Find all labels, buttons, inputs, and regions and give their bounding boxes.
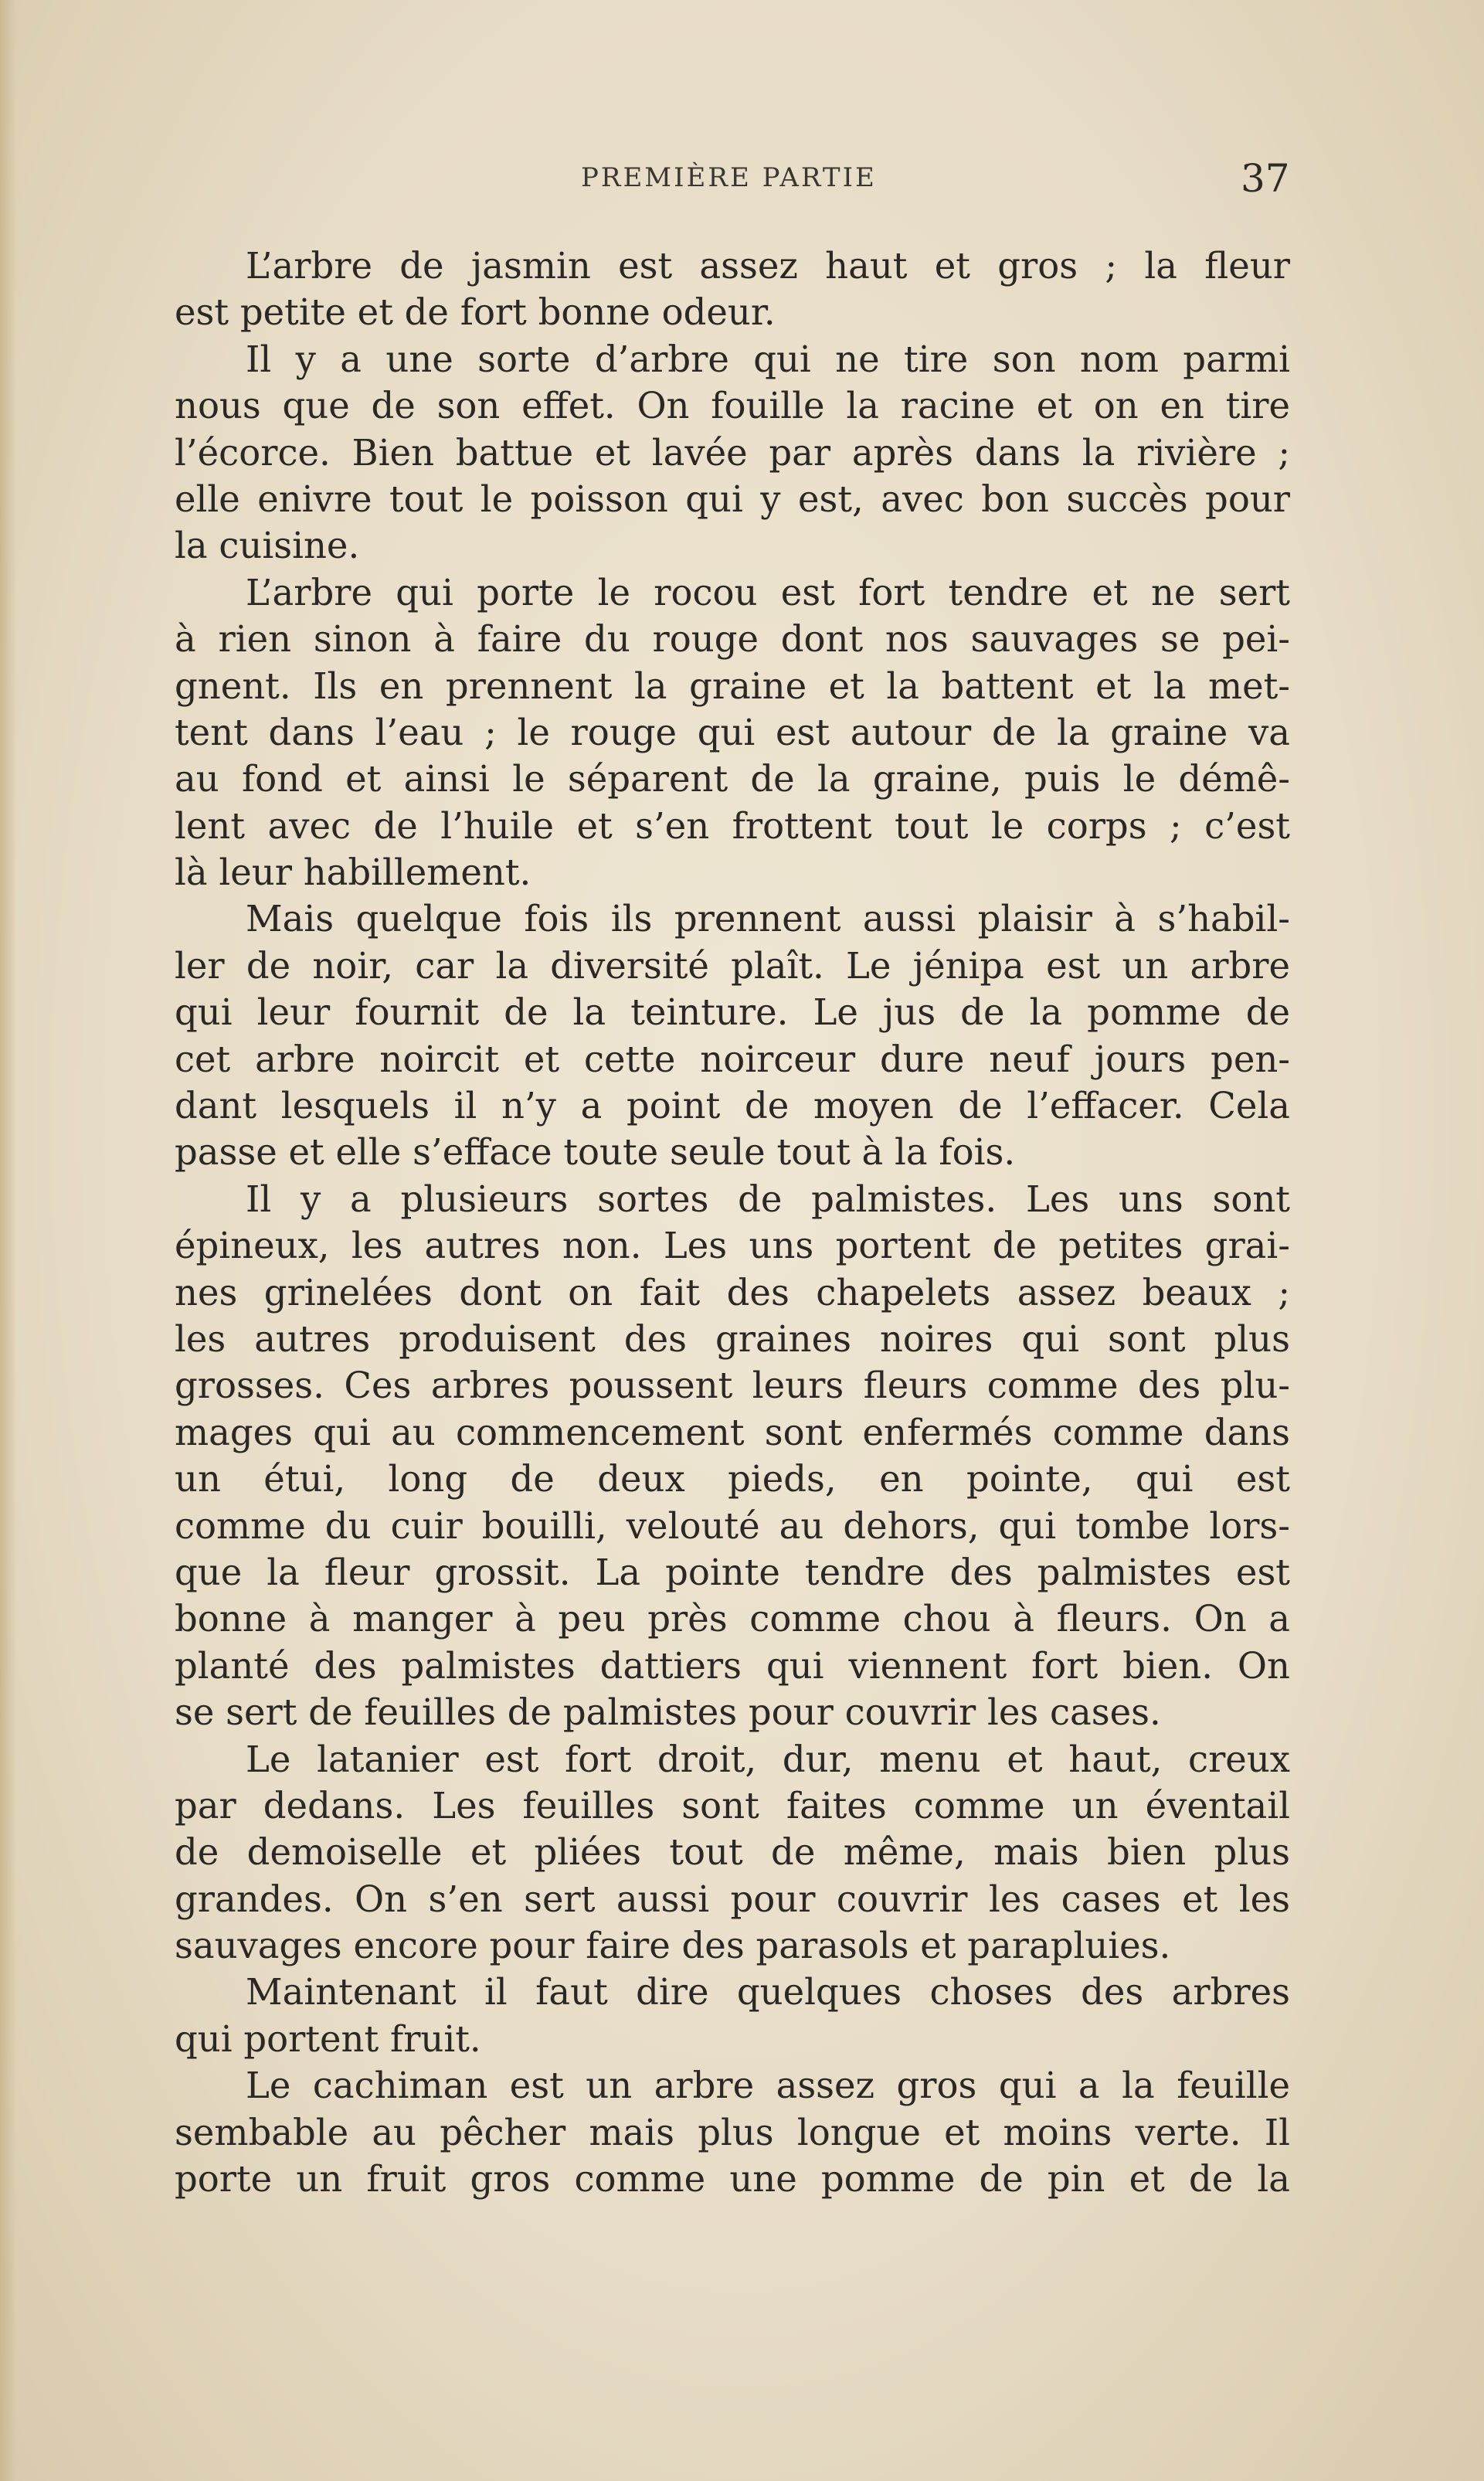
text-line: grosses. Ces arbres poussent leurs fleurs comme des plu- (175, 1365, 1290, 1407)
text-line: Mais quelque fois ils prennent aussi plaisir à s’habil- (246, 898, 1290, 940)
text-line: par dedans. Les feuilles sont faites comme un éventail (175, 1784, 1290, 1827)
running-head (0, 156, 1484, 207)
text-line: nous que de son effet. On fouille la racine et on en tire (175, 385, 1290, 427)
text-line: cet arbre noircit et cette noirceur dure neuf jours pen- (175, 1038, 1290, 1080)
text-line: Il y a une sorte d’arbre qui ne tire son nom parmi (246, 338, 1290, 380)
text-line: lent avec de l’huile et s’en frottent tout le corps ; c’est (175, 804, 1290, 847)
text-line: planté des palmistes dattiers qui viennent fort bien. On (175, 1644, 1290, 1687)
text-line: gnent. Ils en prennent la graine et la battent et la met- (175, 664, 1290, 707)
text-line: que la fleur grossit. La pointe tendre des palmistes est (175, 1551, 1290, 1593)
text-line: se sert de feuilles de palmistes pour couvrir les cases. (175, 1691, 1161, 1734)
text-line: grandes. On s’en sert aussi pour couvrir les cases et les (175, 1878, 1290, 1920)
text-line: mages qui au commencement sont enfermés comme dans (175, 1411, 1290, 1453)
text-line: comme du cuir bouilli, velouté au dehors, qui tombe lors- (175, 1504, 1290, 1547)
text-line: les autres produisent des graines noires qui sont plus (175, 1317, 1290, 1360)
text-line: l’écorce. Bien battue et lavée par après dans la rivière ; (175, 431, 1290, 474)
text-line: porte un fruit gros comme une pomme de pin et de la (175, 2158, 1290, 2201)
page-number: 37 (1241, 156, 1290, 201)
text-line: à rien sinon à faire du rouge dont nos sauvages se pei- (175, 618, 1290, 661)
text-line: passe et elle s’efface toute seule tout à la fois. (175, 1131, 1016, 1174)
text-line: de demoiselle et pliées tout de même, mais bien plus (175, 1831, 1290, 1874)
text-line: nes grinelées dont on fait des chapelets assez beaux ; (175, 1271, 1290, 1314)
text-line: un étui, long de deux pieds, en pointe, qui est (175, 1458, 1290, 1500)
text-line: là leur habillement. (175, 851, 531, 894)
text-line: sauvages encore pour faire des parasols et parapluies. (175, 1925, 1171, 1967)
page-edge-shadow (0, 0, 17, 2481)
text-line: épineux, les autres non. Les uns portent de petites grai- (175, 1225, 1290, 1267)
text-line: sembable au pêcher mais plus longue et moins verte. Il (175, 2111, 1290, 2153)
text-line: Il y a plusieurs sortes de palmistes. Les uns sont (246, 1178, 1290, 1220)
text-line: Le cachiman est un arbre assez gros qui a la feuille (246, 2065, 1290, 2107)
text-line: L’arbre qui porte le rocou est fort tendre et ne sert (246, 571, 1290, 613)
text-line: Maintenant il faut dire quelques choses des arbres (246, 1971, 1290, 2014)
text-line: ler de noir, car la diversité plaît. Le jénipa est un arbre (175, 944, 1290, 987)
text-line: la cuisine. (175, 525, 360, 567)
text-line: bonne à manger à peu près comme chou à fleurs. On a (175, 1598, 1290, 1640)
text-line: tent dans l’eau ; le rouge qui est autour de la graine va (175, 711, 1290, 753)
body-text (175, 243, 1290, 2202)
text-line: qui portent fruit. (175, 2017, 481, 2060)
text-line: est petite et de fort bonne odeur. (175, 291, 776, 334)
text-line: dant lesquels il n’y a point de moyen de l’effacer. Cela (175, 1085, 1290, 1127)
text-line: Le latanier est fort droit, dur, menu et haut, creux (246, 1738, 1290, 1780)
text-line: L’arbre de jasmin est assez haut et gros ; la fleur (246, 245, 1290, 287)
text-line: qui leur fournit de la teinture. Le jus de la pomme de (175, 991, 1290, 1034)
text-line: elle enivre tout le poisson qui y est, avec bon succès pour (175, 478, 1290, 520)
section-title: PREMIÈRE PARTIE (581, 162, 877, 193)
text-line: au fond et ainsi le séparent de la graine, puis le démê- (175, 758, 1290, 800)
